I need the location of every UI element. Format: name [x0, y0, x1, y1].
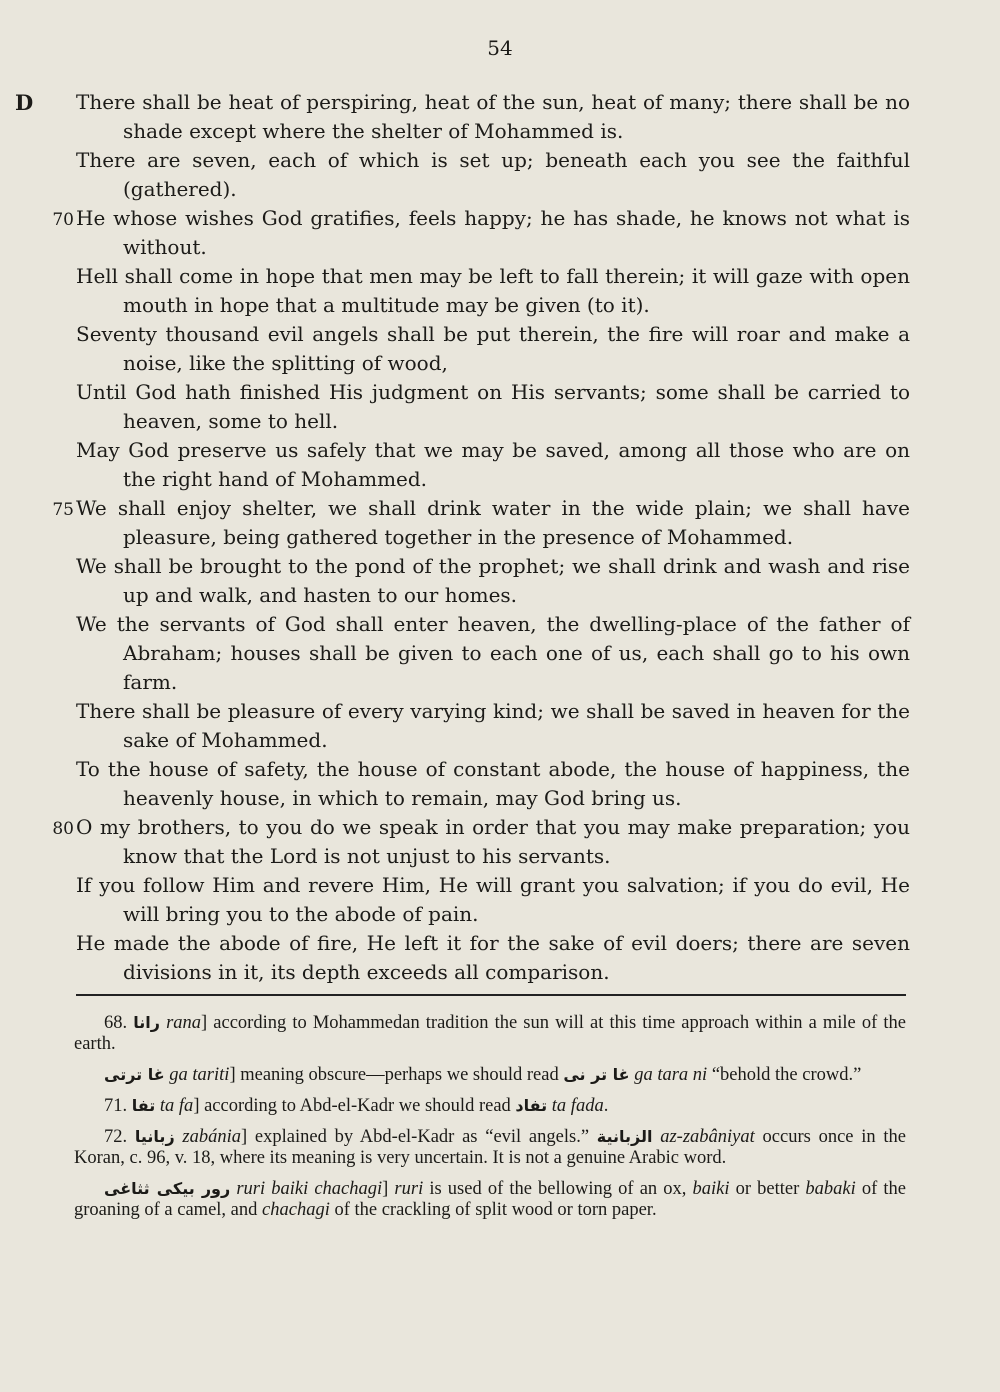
verse-line: [76, 871, 910, 929]
page-number: 54: [487, 36, 513, 60]
transliteration: ruri baiki chachagi: [236, 1179, 383, 1199]
footnote-text: “behold the crowd.”: [707, 1065, 862, 1085]
footnote-71: [74, 1095, 906, 1117]
verse-text: We shall enjoy shelter, we shall drink water in the wide plain; we shall have pleasure, being gathered together in the presence of Mohammed.: [76, 496, 910, 549]
footnote-68b: [74, 1064, 906, 1086]
verse-line: [52, 813, 910, 871]
arabic-term: غا تر نى: [563, 1065, 630, 1084]
verse-line: [76, 146, 910, 204]
arabic-term: زبانيا: [134, 1127, 175, 1146]
footnote-text: of the groaning of a camel, and: [74, 1179, 907, 1220]
verse-line: [76, 552, 910, 610]
transliteration: ga tara ni: [634, 1065, 708, 1085]
footnote-ruri: [74, 1178, 906, 1221]
footnote-72: [74, 1126, 906, 1169]
transliteration: ruri: [394, 1179, 424, 1199]
verse-text: May God preserve us safely that we may be saved, among all those who are on the right hand of Mohammed.: [76, 438, 910, 491]
footnote-text: ] meaning obscure—perhaps we should read: [229, 1065, 564, 1085]
verse-line: [76, 262, 910, 320]
footnote-text: ] explained by Abd-el-Kadr as “evil angels.”: [241, 1127, 597, 1147]
transliteration: rana: [166, 1013, 202, 1033]
transliteration: baiki: [692, 1179, 730, 1199]
verse-text: There are seven, each of which is set up; beneath each you see the faithful (gathered).: [76, 148, 910, 201]
verse-line: [52, 494, 910, 552]
verse-text: Hell shall come in hope that men may be left to fall therein; it will gaze with open mouth in hope that a multitude may be given (to it).: [76, 264, 910, 317]
verse-text: If you follow Him and revere Him, He will grant you salvation; if you do evil, He will bring you to the abode of pain.: [76, 873, 910, 926]
verse-text: He made the abode of fire, He left it for the sake of evil doers; there are seven divisions in it, its depth exceeds all comparison.: [76, 931, 910, 984]
verse-number: 80: [52, 819, 74, 839]
verse-text: Seventy thousand evil angels shall be put therein, the fire will roar and make a noise, like the splitting of wood,: [76, 322, 910, 375]
verse-text: There shall be heat of perspiring, heat of the sun, heat of many; there shall be no shade except where the shelter of Mohammed is.: [76, 90, 910, 143]
transliteration: chachagi: [262, 1200, 330, 1220]
arabic-term: تفا: [131, 1096, 156, 1115]
verse-line: [76, 320, 910, 378]
verse-list: [52, 88, 910, 987]
footnote-number: 71.: [104, 1096, 128, 1116]
footnote-text: ] according to Mohammedan tradition the sun will at this time approach within a mile of the earth.: [74, 1013, 906, 1054]
verse-text: He whose wishes God gratifies, feels happy; he has shade, he knows not what is without.: [76, 206, 910, 259]
arabic-term: غا ترتى: [104, 1065, 165, 1084]
footnote-number: 68.: [104, 1013, 128, 1033]
verse-number: 70: [52, 210, 74, 230]
verse-line: [76, 755, 910, 813]
transliteration: ga tariti: [169, 1065, 230, 1085]
verse-line: [76, 610, 910, 697]
verse-line: [76, 436, 910, 494]
verse-text: We shall be brought to the pond of the prophet; we shall drink and wash and rise up and walk, and hasten to our homes.: [76, 554, 910, 607]
footnote-68: [74, 1012, 906, 1055]
verse-line: [76, 697, 910, 755]
footnote-text: ] according to Abd-el-Kadr we should read: [193, 1096, 516, 1116]
verse-number: 75: [52, 500, 74, 520]
arabic-term: رانا: [133, 1013, 160, 1032]
verse-text: To the house of safety, the house of constant abode, the house of happiness, the heavenly house, in which to remain, may God bring us.: [76, 757, 910, 810]
arabic-term: الزبانية: [596, 1127, 653, 1146]
footnote-text: ]: [382, 1179, 395, 1199]
footnote-divider: [76, 994, 906, 996]
verse-line: [76, 378, 910, 436]
verse-text: There shall be pleasure of every varying kind; we shall be saved in heaven for the sake of Mohammed.: [76, 699, 910, 752]
verse-line: [76, 929, 910, 987]
transliteration: ta fada: [551, 1096, 604, 1116]
footnote-text: or better: [729, 1179, 806, 1199]
footnote-text: of the crackling of split wood or torn paper.: [329, 1200, 657, 1220]
transliteration: ta fa: [159, 1096, 194, 1116]
footnote-text: occurs once in the Koran, c. 96, v. 18, where its meaning is very uncertain. It is not a genuine Arabic word.: [74, 1127, 906, 1168]
verse-text: O my brothers, to you do we speak in order that you may make preparation; you know that the Lord is not unjust to his servants.: [76, 815, 910, 868]
margin-letter: D: [15, 90, 34, 115]
transliteration: babaki: [805, 1179, 856, 1199]
transliteration: az-zabâniyat: [660, 1127, 755, 1147]
footnote-number: 72.: [104, 1127, 128, 1147]
verse-line: [52, 204, 910, 262]
verse-line: [76, 88, 910, 146]
arabic-term: رور بيكى ثثاغى: [104, 1179, 231, 1198]
verse-text: We the servants of God shall enter heaven, the dwelling-place of the father of Abraham; houses shall be given to each one of us, each shall go to his own farm.: [76, 612, 910, 694]
footnote-text: is used of the bellowing of an ox,: [423, 1179, 693, 1199]
arabic-term: تفاد: [515, 1096, 548, 1115]
transliteration: zabánia: [182, 1127, 241, 1147]
footnotes: [74, 1012, 906, 1230]
verse-text: Until God hath finished His judgment on His servants; some shall be carried to heaven, some to hell.: [76, 380, 910, 433]
footnote-text: .: [603, 1096, 609, 1116]
